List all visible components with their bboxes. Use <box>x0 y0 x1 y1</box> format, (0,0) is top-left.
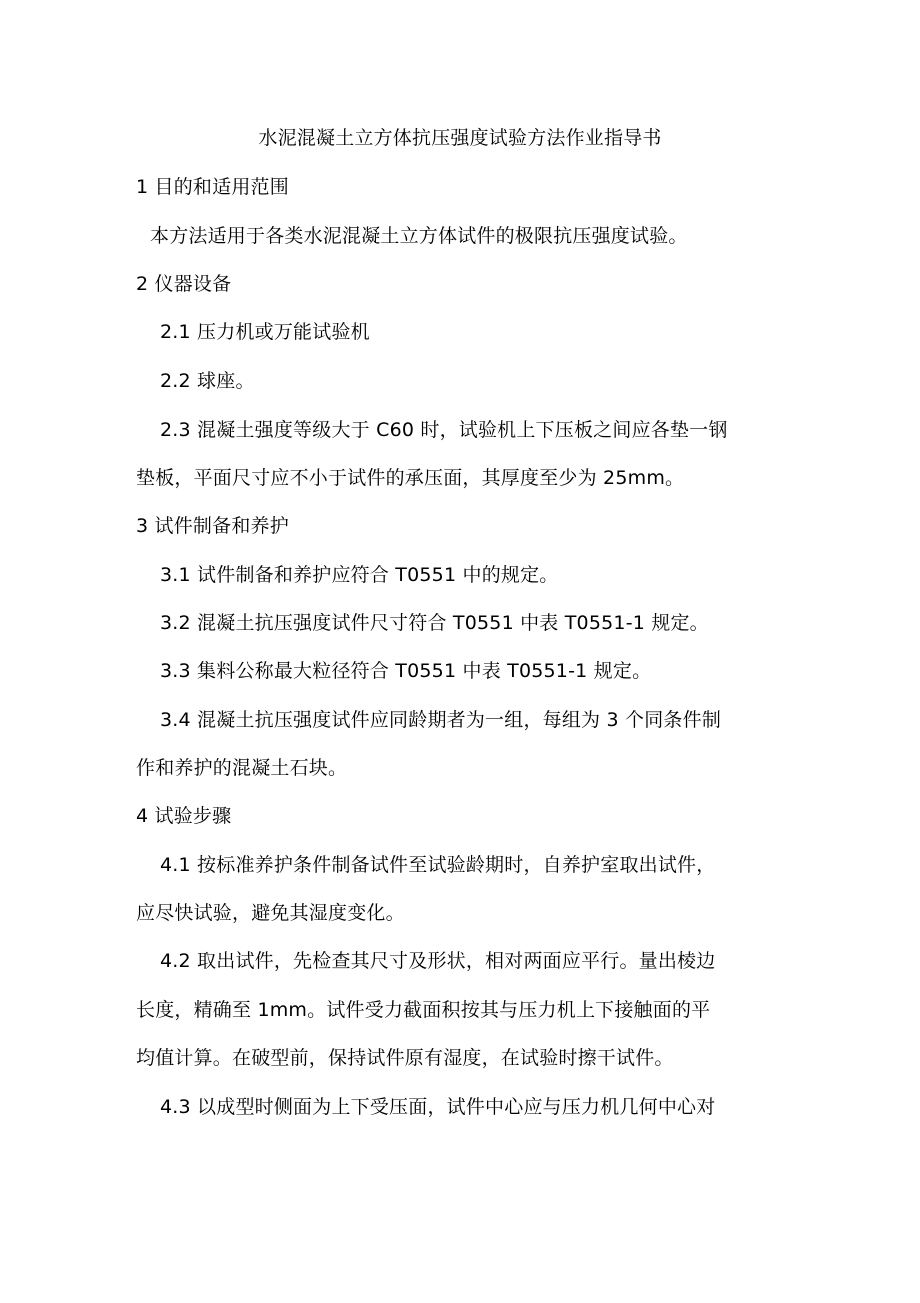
section-heading-2: 2 仪器设备 <box>136 273 232 295</box>
paragraph-continuation: 长度，精确至 1mm。试件受力截面积按其与压力机上下接触面的平 <box>136 999 711 1021</box>
subsection-2-3: 2.3 混凝土强度等级大于 C60 时，试验机上下压板之间应各垫一钢 <box>160 419 728 441</box>
subsection-2-2: 2.2 球座。 <box>160 370 255 392</box>
subsection-2-1: 2.1 压力机或万能试验机 <box>160 321 370 343</box>
subsection-3-4: 3.4 混凝土抗压强度试件应同龄期者为一组，每组为 3 个同条件制 <box>160 709 722 731</box>
section-heading-4: 4 试验步骤 <box>136 805 232 827</box>
subsection-3-1: 3.1 试件制备和养护应符合 T0551 中的规定。 <box>160 564 559 586</box>
paragraph-continuation: 垫板，平面尺寸应不小于试件的承压面，其厚度至少为 25mm。 <box>136 467 685 489</box>
subsection-3-2: 3.2 混凝土抗压强度试件尺寸符合 T0551 中表 T0551-1 规定。 <box>160 612 709 634</box>
subsection-4-1: 4.1 按标准养护条件制备试件至试验龄期时，自养护室取出试件， <box>160 854 716 876</box>
section-heading-1: 1 目的和适用范围 <box>136 176 289 198</box>
subsection-3-3: 3.3 集料公称最大粒径符合 T0551 中表 T0551-1 规定。 <box>160 660 652 682</box>
section-heading-3: 3 试件制备和养护 <box>136 515 289 537</box>
paragraph-line: 本方法适用于各类水泥混凝土立方体试件的极限抗压强度试验。 <box>150 225 688 247</box>
paragraph-continuation: 应尽快试验，避免其湿度变化。 <box>136 902 405 924</box>
subsection-4-3: 4.3 以成型时侧面为上下受压面，试件中心应与压力机几何中心对 <box>160 1096 716 1118</box>
paragraph-continuation: 均值计算。在破型前，保持试件原有湿度，在试验时擦干试件。 <box>136 1047 674 1069</box>
paragraph-continuation: 作和养护的混凝土石块。 <box>136 757 348 779</box>
document-title: 水泥混凝土立方体抗压强度试验方法作业指导书 <box>258 127 662 149</box>
subsection-4-2: 4.2 取出试件，先检查其尺寸及形状，相对两面应平行。量出棱边 <box>160 950 716 972</box>
